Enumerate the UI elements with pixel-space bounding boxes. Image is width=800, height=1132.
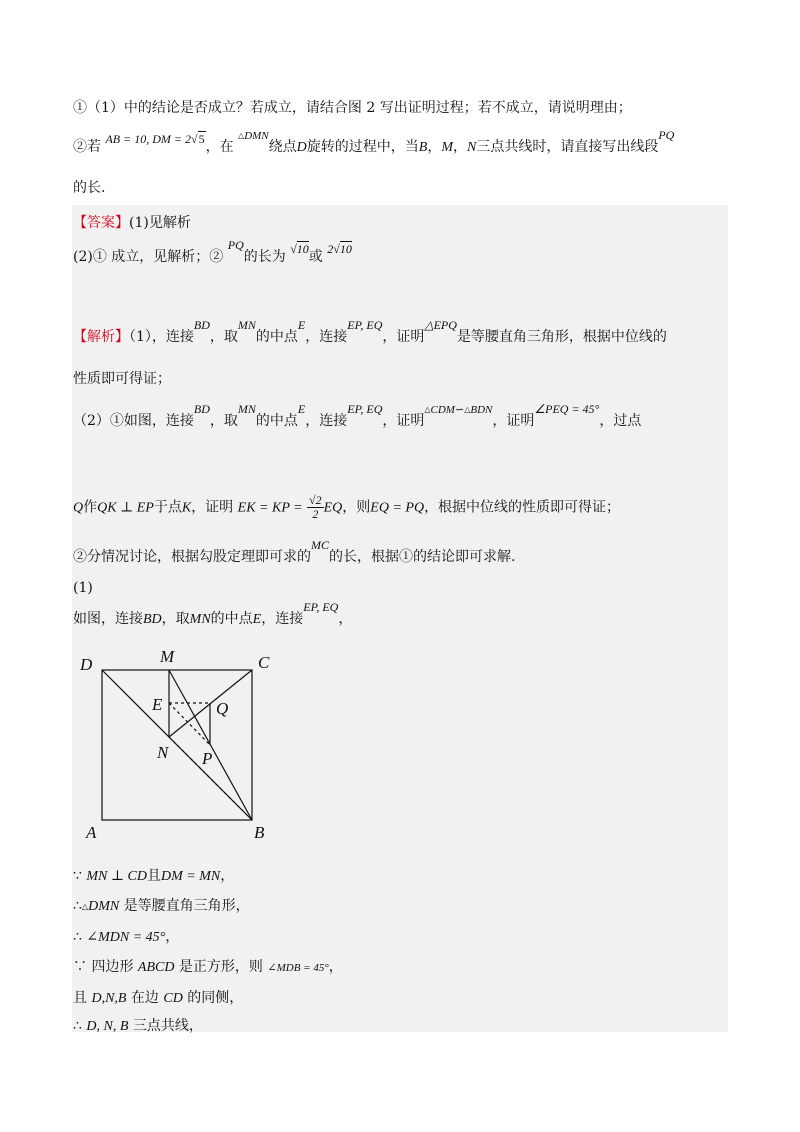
- label-c: C: [258, 653, 270, 672]
- analysis-line-7: 如图，连接BD，取MN的中点E，连接EP, EQ，: [73, 600, 353, 627]
- label-e: E: [152, 695, 163, 714]
- proof-line-5: 且 D,N,B 在边 CD 的同侧，: [73, 990, 244, 1006]
- analysis-line-2: 性质即可得证；: [73, 371, 171, 387]
- label-a: A: [86, 823, 97, 842]
- question-2-line-end: 的长.: [73, 180, 106, 196]
- proof-line-4: ∵ 四边形 ABCD 是正方形，则 ∠MDB = 45°，: [73, 959, 343, 975]
- analysis-line-1: 【解析】（1），连接BD，取MN的中点E，连接EP, EQ，证明△EPQ是等腰直角三角形，根据中位线的: [73, 318, 667, 345]
- label-n: N: [157, 743, 169, 762]
- answer-tag: 【答案】: [73, 215, 129, 231]
- label-m: M: [160, 647, 175, 666]
- triangle-dmn: △DMN: [238, 130, 269, 142]
- analysis-line-3: （2）①如图，连接BD，取MN的中点E，连接EP, EQ，证明$^{\triangle CDM∽\triangle BDN}$，证明∠PEQ = 45°，过点: [73, 402, 642, 429]
- question-2-line: ②若 AB = 10, DM = 2√5，在 $^{\triangle DMN}$绕点D旋转的过程中，当B，M，N三点共线时，请直接写出线段PQ: [73, 128, 675, 155]
- label-p: P: [202, 749, 213, 768]
- similarity-expr: △CDM∽△BDN: [424, 404, 493, 416]
- proof-line-3: ∴ ∠MDN = 45°，: [73, 929, 180, 945]
- question-1-line: ①（1）中的结论是否成立？若成立，请结合图 2 写出证明过程；若不成立，请说明理由；: [73, 100, 632, 116]
- fraction-sqrt2-over-2: $\frac{√2}{2}$: [309, 493, 322, 521]
- analysis-line-4: Q作QK ⊥ EP于点K，证明 EK = KP = $\frac{√2}{2}$ EQ，则EQ = PQ，根据中位线的性质即可得证；: [73, 493, 621, 521]
- proof-line-1: ∵ MN ⊥ CD且DM = MN，: [73, 868, 235, 884]
- proof-line-2: ∴△DMN 是等腰直角三角形，: [73, 898, 250, 914]
- answer-line-2: (2)① 成立，见解析；② PQ的长为 √10或 2√10: [73, 238, 352, 265]
- answer-value-1: √10: [290, 242, 309, 256]
- condition-expr: AB = 10, DM = 2√5: [105, 132, 205, 146]
- label-q: Q: [216, 699, 229, 718]
- label-d: D: [80, 655, 93, 674]
- answer-value-2: 2√10: [327, 242, 352, 256]
- analysis-line-6: (1): [73, 580, 93, 596]
- geometry-figure: [72, 640, 312, 850]
- label-b: B: [254, 823, 265, 842]
- analysis-line-5: ②分情况讨论，根据勾股定理即可求的MC的长，根据①的结论即可求解.: [73, 538, 516, 565]
- proof-line-6: ∴ D, N, B 三点共线，: [73, 1018, 203, 1034]
- answer-line-1: 【答案】(1)见解析: [73, 215, 191, 231]
- analysis-tag: 【解析】: [73, 329, 129, 345]
